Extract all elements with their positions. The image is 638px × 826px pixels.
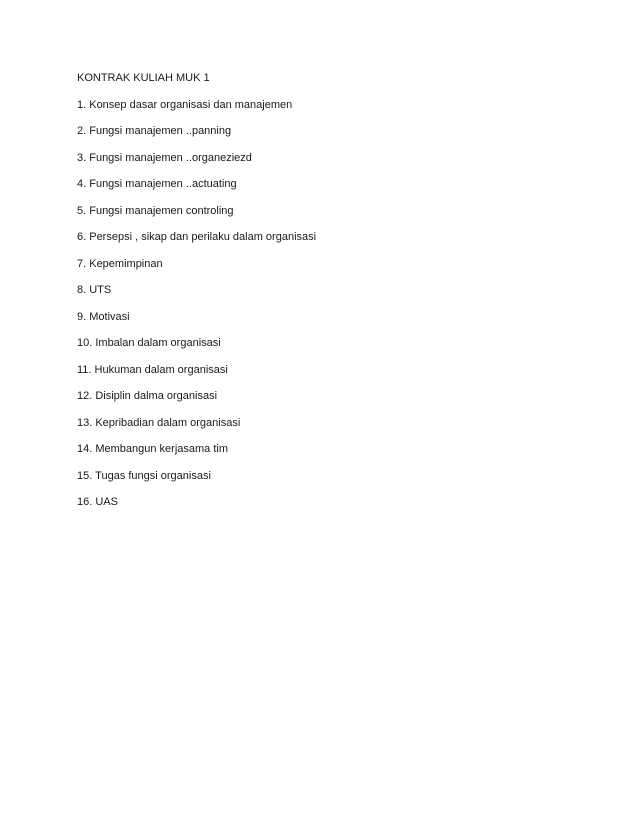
list-item: 6. Persepsi , sikap dan perilaku dalam organisasi [77, 231, 317, 243]
list-item: 12. Disiplin dalma organisasi [77, 390, 218, 402]
list-item: 4. Fungsi manajemen ..actuating [77, 178, 237, 190]
list-item: 11. Hukuman dalam organisasi [77, 363, 228, 376]
list-item: 16. UAS [77, 496, 118, 508]
list-item: 13. Kepribadian dalam organisasi [77, 416, 241, 429]
list-item: 1. Konsep dasar organisasi dan manajemen [77, 98, 293, 111]
list-item: 3. Fungsi manajemen ..organeziezd [77, 151, 252, 164]
list-item: 5. Fungsi manajemen controling [77, 204, 234, 217]
list-item: 9. Motivasi [77, 310, 130, 323]
list-item: 15. Tugas fungsi organisasi [77, 469, 211, 482]
list-item: 14. Membangun kerjasama tim [77, 443, 229, 455]
document-content [77, 72, 577, 523]
document-title: KONTRAK KULIAH MUK 1 [77, 72, 210, 84]
list-item: 10. Imbalan dalam organisasi [77, 337, 221, 349]
list-item: 2. Fungsi manajemen ..panning [77, 125, 232, 137]
list-item: 7. Kepemimpinan [77, 257, 163, 270]
list-item: 8. UTS [77, 284, 112, 296]
